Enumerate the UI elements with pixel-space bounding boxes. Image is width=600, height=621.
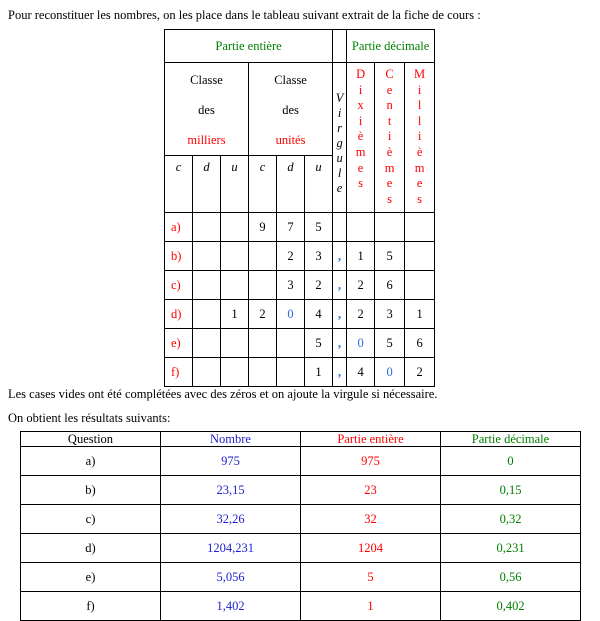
centiemes-letter: m [384,160,395,175]
results-number: 5,056 [161,563,301,592]
results-header-question: Question [21,432,161,447]
results-decimal: 0,402 [441,592,581,621]
results-question: f) [21,592,161,621]
virgule-letter: g [336,136,343,150]
results-number: 1,402 [161,592,301,621]
milliemes-letter: M [414,67,426,81]
digit-cell: 4 [305,300,333,329]
digit-cell [277,329,305,358]
intro-text: Pour reconstituer les nombres, on les place dans le tableau suivant extrait de la fiche de cours : [8,8,481,22]
place-table-row [165,271,435,300]
row-label: a) [165,213,193,242]
centiemes-letter: t [387,113,392,128]
row-label: e) [165,329,193,358]
digit-cell [193,271,221,300]
digit-cell: 2 [277,242,305,271]
milliemes-letter: è [416,144,423,159]
comma-cell: , [333,358,347,387]
virgule-letter: u [336,151,343,165]
decimal-digit-cell [405,242,435,271]
decimal-digit-cell: 2 [347,271,375,300]
results-question: b) [21,476,161,505]
class-units-line-3: unités [275,133,306,147]
place-value-table [164,29,435,387]
sub-header: d [277,156,305,213]
results-row [21,447,581,476]
class-units-line-1: Classe [274,73,307,87]
sub-header: u [221,156,249,213]
header-integer-part: Partie entière [165,30,333,63]
centiemes-letter: è [386,144,393,159]
comma-cell: , [333,300,347,329]
virgule-letter: e [336,181,343,195]
place-table-row [165,329,435,358]
place-table-row [165,213,435,242]
class-thousands-line-2: des [198,103,215,117]
results-decimal: 0 [441,447,581,476]
results-row [21,592,581,621]
decimal-digit-cell: 6 [375,271,405,300]
decimal-digit-cell: 4 [347,358,375,387]
milliemes-letter: e [416,176,423,191]
decimal-digit-cell: 3 [375,300,405,329]
comma-cell: , [333,271,347,300]
digit-cell [221,358,249,387]
digit-cell [221,242,249,271]
note-text: Les cases vides ont été complétées avec des zéros et on ajoute la virgule si nécessaire. [8,387,438,401]
class-thousands [165,63,249,156]
digit-cell [193,213,221,242]
centiemes-letter: i [387,129,392,144]
milliemes-letter: s [417,191,423,206]
digit-cell [277,358,305,387]
milliemes-letter: l [417,98,422,113]
digit-cell [193,329,221,358]
digit-cell: 2 [305,271,333,300]
comma-cell: , [333,242,347,271]
decimal-digit-cell: 2 [405,358,435,387]
results-integer: 1204 [301,534,441,563]
digit-cell: 3 [305,242,333,271]
results-integer: 32 [301,505,441,534]
class-thousands-line-1: Classe [190,73,223,87]
dixiemes-letter: x [357,98,364,113]
class-thousands-line-3: milliers [187,133,226,147]
digit-cell [249,329,277,358]
results-number: 975 [161,447,301,476]
decimal-digit-cell: 5 [375,329,405,358]
decimal-digit-cell: 1 [405,300,435,329]
digit-cell [221,271,249,300]
results-row [21,563,581,592]
dixiemes-letter: D [356,67,366,81]
row-label: f) [165,358,193,387]
dixiemes-letter: e [357,160,364,175]
results-decimal: 0,231 [441,534,581,563]
dixiemes-letter: m [355,144,366,159]
class-units-line-2: des [282,103,299,117]
digit-cell [249,358,277,387]
digit-cell [193,242,221,271]
digit-cell: 5 [305,329,333,358]
decimal-digit-cell [375,213,405,242]
results-integer: 5 [301,563,441,592]
digit-cell: 1 [221,300,249,329]
place-table-row [165,242,435,271]
decimal-digit-cell [405,213,435,242]
sub-header: c [249,156,277,213]
dixiemes-letter: s [358,176,364,191]
results-row [21,505,581,534]
results-header-number: Nombre [161,432,301,447]
results-integer: 975 [301,447,441,476]
digit-cell [193,300,221,329]
results-intro: On obtient les résultats suivants: [8,411,171,425]
virgule-letter: l [337,166,342,180]
class-units [249,63,333,156]
centiemes-letter: C [385,67,394,81]
decimal-digit-cell: 1 [347,242,375,271]
digit-cell [193,358,221,387]
results-header-integer: Partie entière [301,432,441,447]
results-decimal: 0,32 [441,505,581,534]
row-label: d) [165,300,193,329]
results-row [21,476,581,505]
row-label: b) [165,242,193,271]
digit-cell [221,329,249,358]
header-decimal-part: Partie décimale [347,30,435,63]
centiemes-header [375,63,405,213]
row-label: c) [165,271,193,300]
header-spacer [333,30,347,63]
dixiemes-letter: i [358,113,363,128]
digit-cell [221,213,249,242]
comma-cell: , [333,329,347,358]
virgule-letter: i [337,106,342,120]
virgule-letter: V [335,91,344,105]
milliemes-header [405,63,435,213]
results-number: 23,15 [161,476,301,505]
decimal-digit-cell: 0 [347,329,375,358]
digit-cell [249,242,277,271]
place-table-row [165,300,435,329]
results-table [20,431,581,621]
centiemes-letter: s [387,191,393,206]
digit-cell: 3 [277,271,305,300]
digit-cell: 2 [249,300,277,329]
digit-cell: 1 [305,358,333,387]
dixiemes-header [347,63,375,213]
sub-header: u [305,156,333,213]
place-table-row [165,358,435,387]
results-decimal: 0,56 [441,563,581,592]
comma-cell [333,213,347,242]
decimal-digit-cell [405,271,435,300]
centiemes-letter: e [386,82,393,97]
decimal-digit-cell: 6 [405,329,435,358]
centiemes-letter: e [386,176,393,191]
virgule-letter: r [337,121,343,135]
results-question: c) [21,505,161,534]
digit-cell: 0 [277,300,305,329]
results-question: e) [21,563,161,592]
results-number: 32,26 [161,505,301,534]
dixiemes-letter: i [358,82,363,97]
dixiemes-letter: è [357,129,364,144]
results-number: 1204,231 [161,534,301,563]
sub-header: d [193,156,221,213]
results-integer: 1 [301,592,441,621]
results-row [21,534,581,563]
digit-cell [249,271,277,300]
milliemes-letter: m [414,160,425,175]
results-decimal: 0,15 [441,476,581,505]
decimal-digit-cell: 5 [375,242,405,271]
digit-cell: 7 [277,213,305,242]
decimal-digit-cell [347,213,375,242]
decimal-digit-cell: 0 [375,358,405,387]
results-question: d) [21,534,161,563]
results-question: a) [21,447,161,476]
milliemes-letter: l [417,113,422,128]
decimal-digit-cell: 2 [347,300,375,329]
results-header-decimal: Partie décimale [441,432,581,447]
digit-cell: 5 [305,213,333,242]
digit-cell: 9 [249,213,277,242]
centiemes-letter: n [386,98,393,113]
milliemes-letter: i [417,82,422,97]
sub-header: c [165,156,193,213]
milliemes-letter: i [417,129,422,144]
virgule-header [333,63,347,213]
results-integer: 23 [301,476,441,505]
